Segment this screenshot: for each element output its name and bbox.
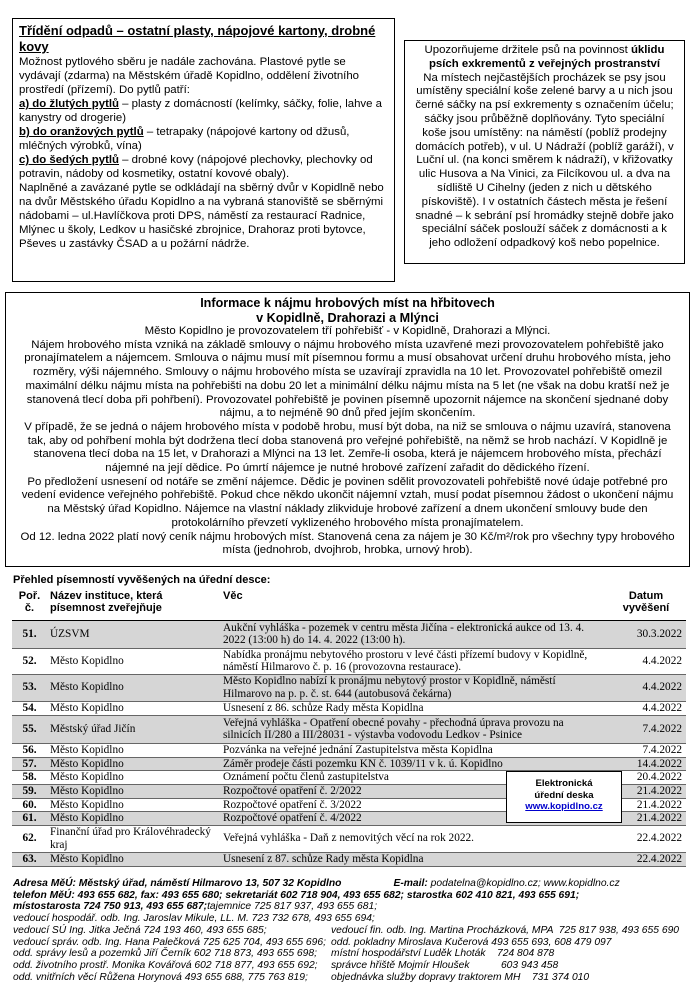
footer-contact-right: místní hospodářství Luděk Lhoták 724 804 878 — [331, 948, 555, 960]
row-date: 4.4.2022 — [606, 701, 686, 715]
table-row — [12, 620, 686, 648]
row-num: 60. — [12, 798, 47, 812]
col-header-date: Datum vyvěšení — [606, 588, 686, 620]
row-num: 51. — [12, 620, 47, 648]
row-num: 56. — [12, 743, 47, 757]
waste-item-orange — [19, 125, 388, 153]
waste-sorting-box — [12, 18, 395, 282]
footer-contacts — [13, 925, 693, 984]
waste-item-yellow — [19, 97, 388, 125]
row-subject: Rozpočtové opatření č. 2/2022 — [220, 785, 606, 799]
row-institution: Město Kopidlno — [47, 757, 220, 771]
row-date: 20.4.2022 — [606, 771, 686, 785]
row-num: 61. — [12, 812, 47, 826]
row-date: 14.4.2022 — [606, 757, 686, 771]
row-num: 54. — [12, 701, 47, 715]
electronic-board-link[interactable]: www.kopidlno.cz — [525, 801, 603, 812]
row-num: 58. — [12, 771, 47, 785]
footer-contact-row — [13, 925, 693, 937]
row-num: 63. — [12, 852, 47, 866]
row-date: 21.4.2022 — [606, 785, 686, 799]
grave-info-p2: Nájem hrobového místa vzniká na základě smlouvy o nájmu hrobového místa uzavřené mezi provozovatelem pohřebiště jako pronajímatelem a nájemcem. Smlouva o nájmu musí mít písemnou formu a musí obsahovat určení druhu hrobového místa, jeho rozměry, výši nájemného. Smlouvy o nájmu hrobového místa se uzavírají zpravidla na 10 let. Provozovatel pohřebiště omezil maximální délku nájmu místa na pohřebišti na dobu 20 let a minimální délku nájmu místa na 5 let (ne však na dobu kratší než je stanovená tlecí doba při pohřbení). Provozovatel pohřebiště je povinen písemně upozornit nájemce na skončení sjednané doby nájmu, a to nejméně 90 dnů před jejím skončením. — [24, 338, 671, 420]
table-row — [12, 757, 686, 771]
row-institution: Město Kopidlno — [47, 785, 220, 799]
row-institution: Město Kopidlno — [47, 674, 220, 701]
row-date: 22.4.2022 — [606, 825, 686, 852]
row-subject: Usnesení z 86. schůze Rady města Kopidlna — [220, 701, 606, 715]
footer-contact-row — [13, 937, 693, 949]
row-date: 21.4.2022 — [606, 812, 686, 826]
col-header-num: Poř. č. — [12, 588, 47, 620]
row-date: 7.4.2022 — [606, 715, 686, 743]
footer-secretary: tajemnice 725 817 937, 493 655 681; — [207, 901, 378, 913]
row-date: 30.3.2022 — [606, 620, 686, 648]
table-row — [12, 674, 686, 701]
footer-contact-left: odd. vnitřních věcí Růžena Horynová 493 655 688, 775 763 819; — [13, 971, 308, 983]
row-date: 4.4.2022 — [606, 674, 686, 701]
footer-deputy-row — [13, 901, 693, 913]
row-subject: Rozpočtové opatření č. 3/2022 — [220, 798, 606, 812]
contact-footer — [13, 878, 693, 983]
footer-address-row — [13, 878, 693, 890]
footer-contact-left: odd. správy lesů a pozemků Jiří Černík 602 718 873, 493 655 698; — [13, 948, 317, 960]
waste-sorting-intro: Možnost pytlového sběru je nadále zachována. Plastové pytle se vydávají (zdarma) na Městském úřadě Kopidlno, oddělení životního prostředí (přízemí). Do pytlů patří: — [19, 56, 360, 96]
table-row — [12, 825, 686, 852]
row-subject: Aukční vyhláška - pozemek v centru města Jičína - elektronická aukce od 13. 4. 2022 (13:00 h) do 14. 4. 2022 (13:00 h). — [220, 620, 606, 648]
waste-item-yellow-text: – plasty z domácností (kelímky, sáčky, folie, lahve a kanystry od drogerie) — [19, 98, 382, 124]
row-institution: Město Kopidlno — [47, 771, 220, 785]
row-subject: Nabídka pronájmu nebytového prostoru v levé části přízemí budovy v Kopidlně, náměstí Hilmarovo č. p. 16 (provozovna restaurace). — [220, 648, 606, 674]
waste-item-gray-label: c) do šedých pytlů — [19, 154, 120, 166]
row-date: 21.4.2022 — [606, 798, 686, 812]
dog-waste-bold: úklidu psích exkrementů z veřejných prostranství — [428, 44, 665, 70]
footer-contact-right: vedoucí fin. odb. Ing. Martina Procházková, MPA 725 817 938, 493 655 690 — [331, 924, 680, 936]
row-num: 57. — [12, 757, 47, 771]
row-institution: Město Kopidlno — [47, 798, 220, 812]
grave-info-p1: Město Kopidlno je provozovatelem tří pohřebišť - v Kopidlně, Drahorazi a Mlýnci. — [144, 325, 551, 337]
waste-item-yellow-label: a) do žlutých pytlů — [19, 98, 119, 110]
row-date: 4.4.2022 — [606, 648, 686, 674]
row-num: 62. — [12, 825, 47, 852]
footer-contact-row — [13, 960, 693, 972]
row-institution: Finanční úřad pro Královéhradecký kraj — [47, 825, 220, 852]
notice-board-title: Přehled písemností vyvěšených na úřední desce: — [13, 574, 271, 586]
waste-item-orange-text: – tetrapaky (nápojové kartony od džusů, mléčných výrobků, vína) — [19, 126, 350, 152]
table-row — [12, 648, 686, 674]
col-header-vec: Věc — [220, 588, 606, 620]
grave-info-p3: V případě, že se jedná o nájem hrobového místa v podobě hrobu, musí být doba, na niž se smlouva o nájmu uzavírá, stanovena tak, aby od pohřbení mohla být dodržena tlecí doba stanovená pro veřejné pohřebiště, na němž se hrob nachází. V Kopidlně je stanovena tlecí doba na 15 let, v Drahorazi a Mlýnci na 13 let. Zemře-li osoba, která je nájemcem hrobového místa, přechází nájemné na její dědice. Po úmrtí nájemce je nutné hrobové zařízení zařadit do dědického řízení. — [24, 420, 671, 475]
waste-item-orange-label: b) do oranžových pytlů — [19, 126, 144, 138]
row-institution: Městský úřad Jičín — [47, 715, 220, 743]
dog-waste-lead: Upozorňujeme držitele psů na povinnost — [424, 44, 631, 56]
electronic-board-line1: Elektronická — [535, 778, 593, 789]
footer-contact-right: odd. pokladny Miroslava Kučerová 493 655 693, 608 479 097 — [331, 936, 612, 948]
row-date: 22.4.2022 — [606, 852, 686, 866]
footer-econ-row — [13, 913, 693, 925]
footer-contact-right: objednávka služby dopravy traktorem MH 731 374 010 — [331, 971, 590, 983]
grave-info-box — [5, 292, 690, 567]
footer-email-label: E-mail: podatelna@kopidlno.cz; www.kopidlno.cz — [393, 878, 620, 889]
row-num: 55. — [12, 715, 47, 743]
footer-contact-left: vedoucí SÚ Ing. Jitka Ječná 724 193 460, 493 655 685; — [13, 924, 267, 936]
grave-info-heading-2: v Kopidlně, Drahorazi a Mlýnci — [256, 310, 439, 325]
row-subject: Záměr prodeje části pozemku KN č. 1039/11 v k. ú. Kopidlno — [220, 757, 606, 771]
footer-econ: vedoucí hospodář. odb. Ing. Jaroslav Mikule, LL. M. 723 732 678, 493 655 694; — [13, 913, 375, 925]
row-subject: Oznámení počtu členů zastupitelstva — [220, 771, 606, 785]
grave-info-body — [14, 325, 681, 558]
table-row — [12, 701, 686, 715]
row-subject: Usnesení z 87. schůze Rady města Kopidlna — [220, 852, 606, 866]
notice-board-table — [12, 588, 686, 867]
electronic-board-box — [506, 771, 622, 823]
grave-info-heading-1: Informace k nájmu hrobových míst na hřbitovech — [200, 296, 495, 310]
row-num: 59. — [12, 785, 47, 799]
table-row — [12, 852, 686, 866]
dog-waste-box — [404, 40, 685, 264]
waste-sorting-outro: Naplněné a zavázané pytle se odkládají na sběrný dvůr v Kopidlně nebo na dvůr Městského úřadu Kopidlno a na vybraná stanoviště se sběrnými nádobami – ul.Havlíčkova proti DPS, náměstí za restaurací Radnice, Mlýnec u školy, Ledkov u hasičské zbrojnice, Drahoraz proti bytovce, Pševes u zastávky ČSAD a u požární nádrže. — [19, 182, 384, 250]
footer-email[interactable]: podatelna@kopidlno.cz; www.kopidlno.cz — [430, 878, 620, 889]
waste-item-gray — [19, 153, 388, 181]
waste-item-gray-text: – drobné kovy (nápojové plechovky, plechovky od potravin, nádoby od kosmetiky, ostatní kovové obaly). — [19, 154, 373, 180]
row-institution: ÚZSVM — [47, 620, 220, 648]
row-subject: Veřejná vyhláška - Daň z nemovitých věcí na rok 2022. — [220, 825, 606, 852]
footer-phones: telefon MěÚ: 493 655 682, fax: 493 655 680; sekretariát 602 718 904, 493 655 682; starostka 602 410 821, 493 655 691; — [13, 889, 580, 901]
notice-board-rows — [12, 620, 686, 866]
row-institution: Město Kopidlno — [47, 852, 220, 866]
footer-contact-right: správce hřiště Mojmír Hloušek 603 943 458 — [331, 959, 559, 971]
footer-deputy: místostarosta 724 750 913, 493 655 687; — [13, 901, 208, 913]
footer-contact-row — [13, 972, 693, 984]
grave-info-p5: Od 12. ledna 2022 platí nový ceník nájmu hrobových míst. Stanovená cena za nájem je 30 Kč/m²/rok pro všechny typy hrobového místa (jednohrob, dvojhrob, hrobka, urnový hrob). — [20, 530, 675, 557]
table-row — [12, 715, 686, 743]
footer-contact-left: vedoucí správ. odb. Ing. Hana Palečková 725 625 704, 493 655 696; — [13, 936, 326, 948]
row-institution: Město Kopidlno — [47, 701, 220, 715]
row-num: 53. — [12, 674, 47, 701]
footer-phone-row — [13, 890, 693, 902]
row-subject: Pozvánka na veřejné jednání Zastupitelstva města Kopidlna — [220, 743, 606, 757]
row-subject: Veřejná vyhláška - Opatření obecné povahy - přechodná úprava provozu na silnicích II/280 a III/28031 - výstavba vodovodu Ledkov - Psinice — [220, 715, 606, 743]
row-institution: Město Kopidlno — [47, 743, 220, 757]
notice-board-header — [12, 588, 686, 620]
footer-contact-left: odd. životního prostř. Monika Kovářová 602 718 877, 493 655 692; — [13, 959, 318, 971]
row-num: 52. — [12, 648, 47, 674]
row-date: 7.4.2022 — [606, 743, 686, 757]
row-subject: Rozpočtové opatření č. 4/2022 — [220, 812, 606, 826]
dog-waste-body: Na místech nejčastějších procházek se psy jsou umístěny speciální koše zelené barvy a u nich jsou černé sáčky na psí exkrementy s označením účelu; sáčky jsou průběžně doplňovány. Tyto speciální koše jsou umístěny: na náměstí (poblíž prodejny domácích potřeb), v ul. U Nádraží (poblíž garáží), v Luční ul. (na konci směrem k nádraží), v křižovatky ulic Husova a Na Vinici, za Filcíkovou ul. a dva na sídliště U Cihelny (jeden z nich u dětského pískoviště). I v ostatních částech města je řešení snadné – k sebrání psí hromádky stejně dobře jako speciální sáček poslouží sáček z domácnosti a k jeho odložení odpadkový koš nebo popelnice. — [415, 71, 674, 250]
grave-info-p4: Po předložení usnesení od notáře se změní nájemce. Dědic je povinen sdělit provozovateli pohřebiště nové údaje potřebné pro vedení evidence veřejného pohřebiště. Pokud chce někdo ukončit nájemní vztah, musí podat písemnou žádost o ukončení nájmu na Městský úřad Kopidlno. Nájemce na vlastní náklady zlikviduje hrobové zařízení a dnem ukončení smlouvy bude den protokolárního převzetí vyklizeného hrobového místa pronajímatelem. — [21, 475, 674, 529]
col-header-inst: Název instituce, která písemnost zveřejňuje — [47, 588, 220, 620]
footer-contact-row — [13, 948, 693, 960]
row-institution: Město Kopidlno — [47, 648, 220, 674]
table-row — [12, 743, 686, 757]
footer-address: Adresa MěÚ: Městský úřad, náměstí Hilmarovo 13, 507 32 Kopidlno — [13, 878, 342, 889]
row-subject: Město Kopidlno nabízí k pronájmu nebytový prostor v Kopidlně, náměstí Hilmarovo na p. p. č. st. 644 (autobusová čekárna) — [220, 674, 606, 701]
electronic-board-line2: úřední deska — [534, 789, 594, 801]
row-institution: Město Kopidlno — [47, 812, 220, 826]
waste-sorting-title: Třídění odpadů – ostatní plasty, nápojové kartony, drobné kovy — [19, 23, 376, 54]
